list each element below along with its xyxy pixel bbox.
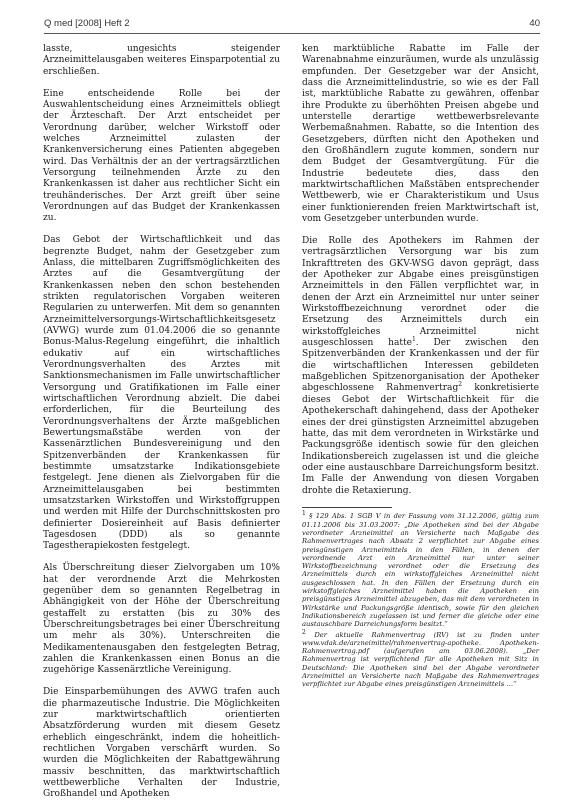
- left-column: [43, 44, 280, 811]
- footnote-ref[interactable]: 2: [458, 381, 463, 389]
- footnote: [302, 512, 539, 628]
- paragraph-text: Die Rolle des Apothekers im Rahmen der vertragsärztlichen Versorgung war bis zum Inkrafttreten des GKV-WSG davon geprägt, dass der Apotheker zur Abgabe eines preisgünstigen Arzneimittels in den Fällen verpflichtet war, in denen der Arzt ein Arzneimittel nur unter seiner Wirkstoffbezeichnung verordnet oder die Ersetzung des Arzneimittels durch ein wirkstoffgleiches Arzneimittel nicht ausgeschlossen hatte: [302, 236, 539, 349]
- paragraph-text: konkretisierte dieses Gebot der Wirtschaftlichkeit für die Apothekerschaft dahingehend, dass der Apotheker eines der drei günstigsten Arzneimittel abzugeben hatte, das mit dem verordneten in Wirkstärke und Packungsgröße identisch sowie für den gleichen Indikationsbereich zugelassen ist und die gleiche oder eine austauschbare Darreichungsform besitzt. Im Falle der Anwendung von diesen Vorgaben drohte die Retaxierung.: [302, 383, 539, 496]
- paragraph: Eine entscheidende Rolle bei der Auswahlentscheidung eines Arzneimittels obliegt der Ärzteschaft. Der Arzt entscheidet per Verordnung darüber, welcher Wirkstoff oder welches Arzneimittel zulasten der Krankenversicherung eines Patienten abgegeben wird. Das Verhältnis der an der vertragsärztlichen Versorgung teilnehmenden Ärzte zu den Krankenkassen ist daher aus rechtlicher Sicht ein treuhänderisches. Der Arzt greift über seine Verordnungen auf das Budget der Krankenkassen zu.: [43, 88, 280, 224]
- paragraph: Das Gebot der Wirtschaftlichkeit und das begrenzte Budget, nahm der Gesetzgeber zum Anlass, die mittelbaren Zugriffsmöglichkeiten des Arztes auf die Gesamtvergütung der Krankenkassen neben den schon bestehenden strikten regulatorischen Vorgaben weiteren Regularien zu unterwerfen. Mit dem so genannten Arzneimittelversorgungs-Wirtschaftlichkeitsgesetz (AVWG) wurde zum 01.04.2006 die so genannte Bonus-Malus-Regelung eingeführt, die inhaltlich edukativ auf ein wirtschaftliches Verordnungsverhalten des Arztes mit Sanktionsmechanismen im Falle unwirtschaftlicher Versorgung und Gratifikationen im Falle einer wirtschaftlichen Verordnung abzielt. Die dabei erforderlichen, für die Beurteilung des Verordnungsverhaltens der Ärzte maßgeblichen Bewertungsmaßstäbe werden von der Kassenärztlichen Bundesvereinigung und den Spitzenverbänden der Krankenkassen für bestimmte umsatzstarke Indikationsgebiete festgelegt. Jene dienen als Zielvorgaben für die Arzneimittelausgaben bei bestimmten umsatzstarken Wirkstoffen und Wirkstoffgruppen und werden mit Hilfe der Durchschnittskosten pro definierter Dosiereinheit auf Basis definierter Tagesdosen (DDD) als so genannte Tagestherapiekosten festgelegt.: [43, 235, 280, 552]
- journal-title: Q med [2008] Heft 2: [44, 18, 130, 29]
- paragraph: ken marktübliche Rabatte im Falle der Warenabnahme einzuräumen, wurde als unzulässig empfunden. Der Gesetzgeber war der Ansicht, dass die Arzneimittelindustrie, so wie es der Fall ist, marktübliche Rabatte zu gewähren, offenbar ihre Produkte zu überhöhten Preisen abgebe und unterstelle derartige wettbewerbsrelevante Werbemaßnahmen. Rabatte, so die Intention des Gesetzgebers, dürften nicht den Apotheken und den Großhändlern zugute kommen, sondern nur dem Budget der Gesamtvergütung. Für die Industrie bedeutete dies, dass den marktwirtschaftlichen Maßstäben entsprechender Wettbewerb, wie er Charakteristikum und Usus einer funktionierenden freien Marktwirtschaft ist, vom Gesetzgeber unterbunden wurde.: [302, 44, 539, 225]
- footnote-text: Der aktuelle Rahmenvertrag (RV) ist zu finden unter www.vdak.de/arzneimittel/rahmenvertrag-apotheke. Apotheken-Rahmenvertrag.pdf (aufgerufen am 03.06.2008). „Der Rahmenvertrag ist verpflichtend für alle Apotheken mit Sitz in Deutschland: Die Apotheken sind bei der Abgabe verordneter Arzneimittel an Versicherte nach Maßgabe des Rahmenvertrages verpflichtet zur Abgabe eines preisgünstigen Arzneimittels …“: [302, 630, 539, 689]
- paragraph: Die Einsparbemühungen des AVWG trafen auch die pharmazeutische Industrie. Die Möglichkeiten zur marktwirtschaftlich orientierten Absatzförderung wurden mit diesem Gesetz erheblich eingeschränkt, indem die hoheitlich-rechtlichen Vorgaben verschärft wurden. So wurden die Möglichkeiten der Rabattgewährung massiv beschnitten, das marktwirtschaftlich wettbewerbliche Verhalten der Industrie, Großhandel und Apotheken: [43, 687, 280, 800]
- paragraph: [302, 236, 539, 497]
- header-rule: [44, 33, 540, 34]
- footnote-number: 1: [302, 510, 306, 518]
- footnote-rule: [302, 507, 392, 508]
- footnote-ref[interactable]: 1: [411, 336, 416, 344]
- footnote-number: 2: [302, 628, 306, 636]
- footnote: [302, 628, 539, 689]
- running-header: [44, 18, 540, 32]
- paragraph: lasste, ungesichts steigender Arzneimittelausgaben weiteres Einsparpotential zu erschließen.: [43, 44, 280, 77]
- right-column: [302, 44, 539, 691]
- footnote-text: § 129 Abs. 1 SGB V in der Fassung vom 31.12.2006, gültig zum 01.11.2006 bis 31.03.2007: „Die Apotheken sind bei der Abgabe verordneter Arzneimittel an Versicherte nach Maßgabe des Rahmenvertrages nach Absatz 2 verpflichtet zur Abgabe eines preisgünstigen Arzneimittels in den Fällen, in denen der verordnende Arzt ein Arzneimittel nur unter seiner Wirkstoffbezeichnung verordnet oder die Ersetzung des Arzneimittels durch ein wirkstoffgleiches Arzneimittel nicht ausgeschlossen hat. In den Fällen der Ersetzung durch ein wirkstoffgleiches Arzneimittel haben die Apotheken ein preisgünstiges Arzneimittel abzugeben, das mit dem verordneten in Wirkstärke und Packungsgröße identisch, sowie für den gleichen Indikationsbereich zugelassen ist und ferner die gleiche oder eine austauschbare Darreichungsform besitzt.“: [302, 512, 539, 629]
- paragraph: Als Überschreitung dieser Zielvorgaben um 10% hat der verordnende Arzt die Mehrkosten gegenüber dem so genannten Regelbetrag in Abhängigkeit von der Höhe der Überschreitung gestaffelt zu erstatten (bis zu 30% des Überschreitungsbetrages bei einer Überschreitung um mehr als 30%). Unterschreiten die Medikamentenausgaben den festgelegten Betrag, zahlen die Krankenkassen einen Bonus an die zugehörige Kassenärztliche Vereinigung.: [43, 563, 280, 676]
- page-number: 40: [529, 18, 540, 29]
- footnotes: [302, 512, 539, 688]
- paragraph-text: . Der zwischen den Spitzenverbänden der Krankenkassen und der für die wirtschaftlichen Interessen gebildeten maßgeblichen Spitzenorganisation der Apotheker abgeschlossene Rahmenvertrag: [302, 338, 539, 394]
